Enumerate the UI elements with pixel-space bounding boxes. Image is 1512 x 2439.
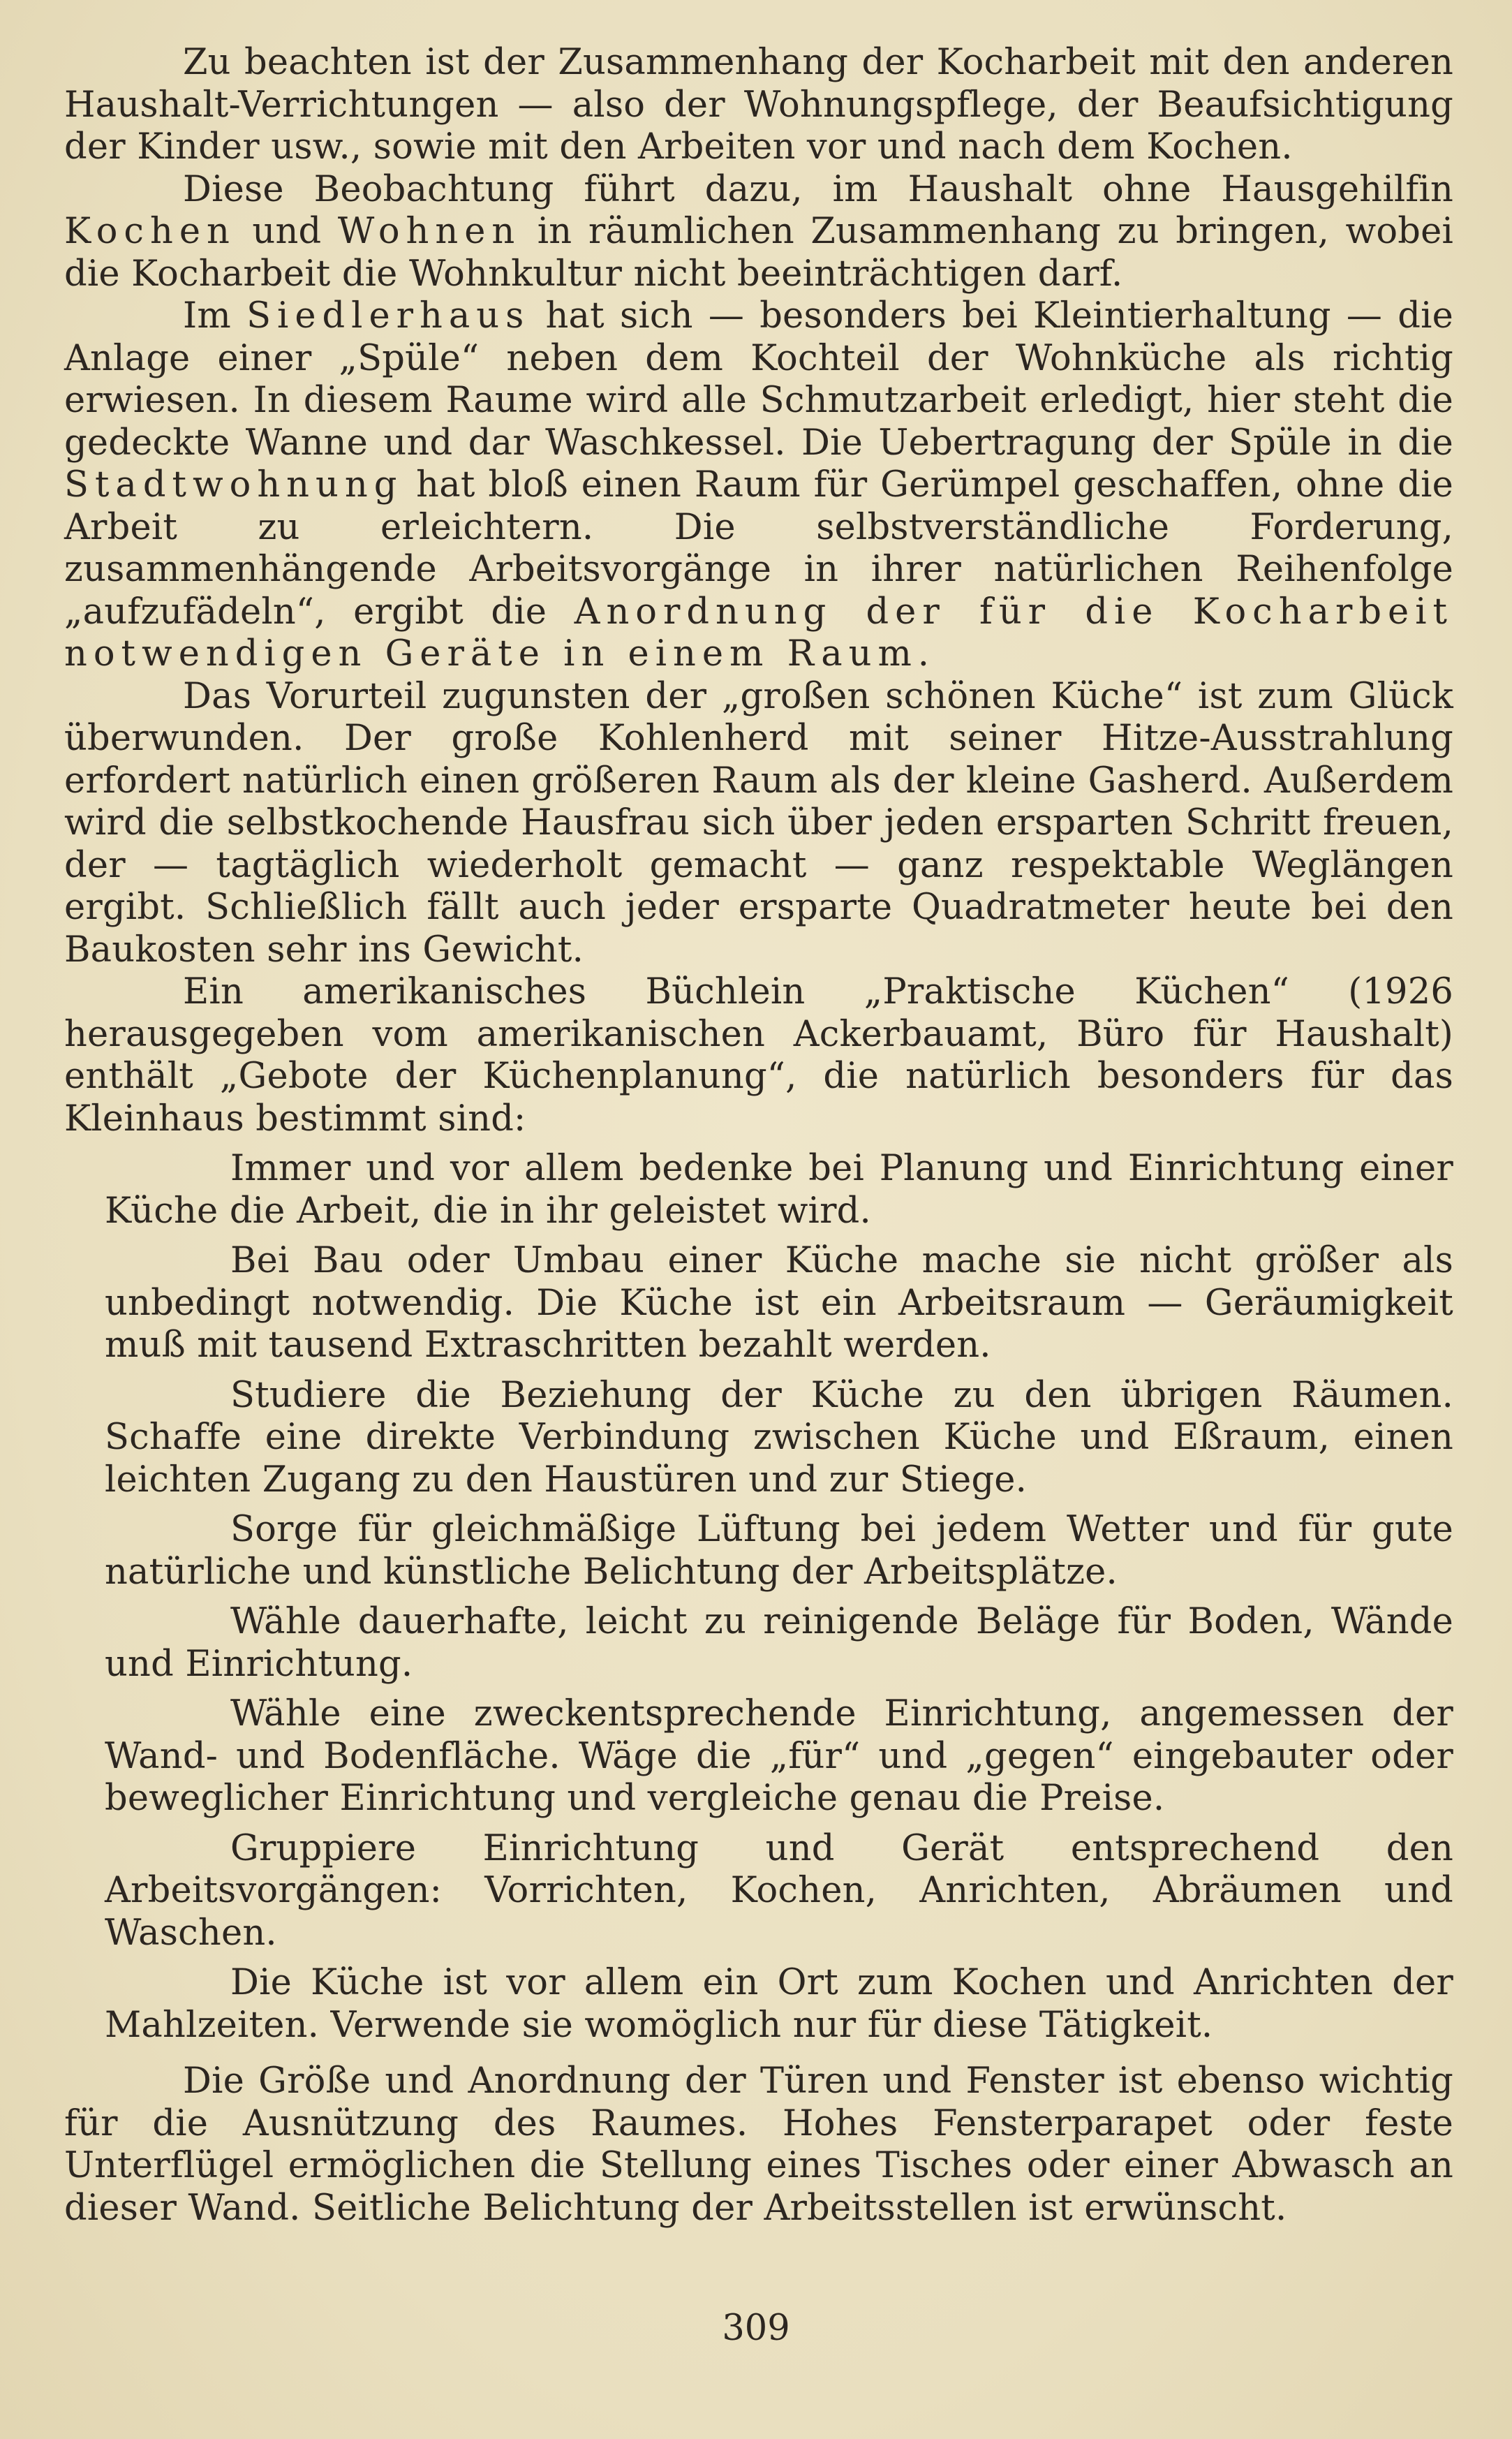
rule-item: Bei Bau oder Umbau einer Küche mache sie nicht größer als unbedingt notwendig. Die Küche ist ein Arbeitsraum — Geräumigkeit muß mit tausend Extraschritten bezahlt werden. [105,1240,1453,1366]
text-run: Zu beachten ist der Zusammenhang der Kocharbeit mit den anderen Haushalt-Verrichtungen — also der Wohnungspflege, der Beaufsichtigung der Kinder usw., sowie mit den Arbeiten vor und nach dem Kochen. [64,42,1453,168]
spaced-emphasis: Anordnung der für die Kocharbeit notwendigen Geräte in einem Raum. [64,591,1454,675]
rule-item: Die Küche ist vor allem ein Ort zum Kochen und Anrichten der Mahlzeiten. Verwende sie womöglich nur für diese Tätigkeit. [105,1962,1453,2046]
paragraph [64,295,1453,676]
paragraph [64,676,1453,972]
text-run: Diese Beobachtung führt dazu, im Haushalt ohne Hausgehilfin [183,168,1453,210]
text-run: Ein amerikanisches Büchlein „Praktische Küchen“ (1926 herausgegeben vom amerikanischen Ackerbauamt, Büro für Haushalt) enthält „Gebote der Küchenplanung“, die natürlich besonders für das Kleinhaus bestimmt sind: [64,971,1453,1140]
rule-item: Studiere die Beziehung der Küche zu den übrigen Räumen. Schaffe eine direkte Verbindung zwischen Küche und Eßraum, einen leichten Zugang zu den Haustüren und zur Stiege. [105,1374,1453,1501]
text-run: und [235,211,338,252]
paragraph [64,169,1453,296]
text-run: Im [183,295,247,337]
paragraph [64,42,1453,169]
kitchen-planning-rules [64,1148,1453,2047]
text-run: hat bloß einen Raum für Gerümpel geschaffen, ohne die Arbeit zu erleichtern. Die selbstverständliche Forderung, zusammenhängende Arbeitsvorgänge in ihrer natürlichen Reihenfolge „aufzufädeln“, ergibt die [64,464,1453,633]
spaced-emphasis: Wohnen [337,211,521,252]
text-run: hat sich — besonders bei Kleintierhaltung — die Anlage einer „Spüle“ neben dem Kochteil der Wohnküche als richtig erwiesen. In diesem Raume wird alle Schmutzarbeit erledigt, hier steht die gedeckte Wanne und dar Waschkessel. Die Uebertragung der Spüle in die [64,295,1453,464]
paragraph [64,971,1453,1140]
spaced-emphasis: Siedlerhaus [246,295,531,337]
rule-item: Immer und vor allem bedenke bei Planung und Einrichtung einer Küche die Arbeit, die in ihr geleistet wird. [105,1148,1453,1232]
page-number: 309 [722,2308,790,2349]
rule-item: Sorge für gleichmäßige Lüftung bei jedem Wetter und für gute natürliche und künstliche Belichtung der Arbeitsplätze. [105,1509,1453,1593]
text-run: in räumlichen Zusammenhang zu bringen, wobei die Kocharbeit die Wohnkultur nicht beeinträchtigen darf. [64,211,1453,295]
spaced-emphasis: Stadtwohnung [64,464,403,506]
rule-item: Gruppiere Einrichtung und Gerät entsprechend den Arbeitsvorgängen: Vorrichten, Kochen, Anrichten, Abräumen und Waschen. [105,1827,1453,1954]
rule-item: Wähle dauerhafte, leicht zu reinigende Beläge für Boden, Wände und Einrichtung. [105,1601,1453,1685]
text-run: Das Vorurteil zugunsten der „großen schönen Küche“ ist zum Glück überwunden. Der große Kohlenherd mit seiner Hitze-Ausstrahlung erfordert natürlich einen größeren Raum als der kleine Gasherd. Außerdem wird die selbstkochende Hausfrau sich über jeden ersparten Schritt freuen, der — tagtäglich wiederholt gemacht — ganz respektable Weglängen ergibt. Schließlich fällt auch jeder ersparte Quadratmeter heute bei den Baukosten sehr ins Gewicht. [64,675,1453,971]
closing-paragraph: Die Größe und Anordnung der Türen und Fenster ist ebenso wichtig für die Ausnützung des Raumes. Hohes Fensterparapet oder feste Unterflügel ermöglichen die Stellung eines Tisches oder einer Abwasch an dieser Wand. Seitliche Belichtung der Arbeitsstellen ist erwünscht. [64,2061,1453,2229]
body-text [64,42,1453,2230]
rule-item: Wähle eine zweckentsprechende Einrichtung, angemessen der Wand- und Bodenfläche. Wäge die „für“ und „gegen“ eingebauter oder beweglicher Einrichtung und vergleiche genau die Preise. [105,1693,1453,1819]
spaced-emphasis: Kochen [64,211,236,252]
